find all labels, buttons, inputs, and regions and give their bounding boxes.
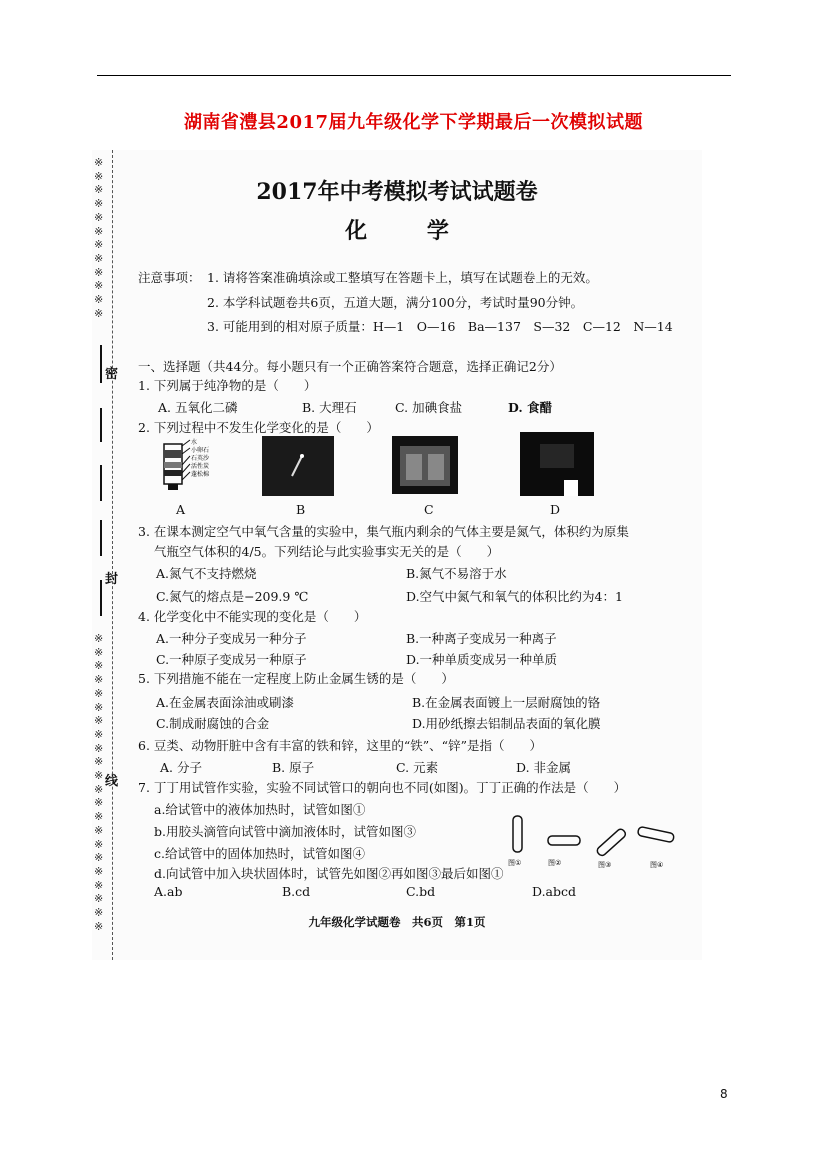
question-stem: 2. 下列过程中不发生化学变化的是（ ） (138, 420, 379, 435)
header-rule (97, 75, 731, 76)
figure-label: 水 (191, 439, 198, 446)
exam-footer: 九年级化学试题卷 共6页 第1页 (308, 915, 486, 929)
option: C.bd (406, 884, 436, 899)
option: C.氮气的熔点是−209.9 ℃ (156, 589, 309, 604)
question-stem: 5. 下列措施不能在一定程度上防止金属生锈的是（ ） (138, 671, 454, 686)
binding-bar (100, 580, 102, 616)
photo-figure-d (520, 432, 594, 496)
question-stem: 3. 在课本测定空气中氧气含量的实验中，集气瓶内剩余的气体主要是氮气，体积约为原集 (138, 524, 629, 539)
exam-title: 2017年中考模拟考试试题卷 (256, 179, 538, 205)
option: C.一种原子变成另一种原子 (156, 652, 307, 667)
figure-label: 图② (548, 859, 562, 867)
binding-bar (100, 520, 102, 556)
figure-label: 蓬松棉 (191, 471, 210, 478)
figure-label: 图④ (650, 861, 664, 869)
option: D. 非金属 (516, 760, 572, 775)
seal-mi: 密 (105, 367, 119, 382)
option: D.abcd (532, 884, 577, 899)
option: A.ab (154, 884, 183, 899)
exam-subject: 化 学 (345, 218, 475, 244)
notice-item: 3. 可能用到的相对原子质量：H—1 O—16 Ba—137 S—32 C—12 N—14 (207, 319, 673, 334)
binding-dashed-line (112, 150, 113, 960)
binding-bar (100, 345, 102, 383)
seal-xian: 线 (105, 774, 119, 789)
statement-item: d.向试管中加入块状固体时，试管先如图②再如图③最后如图① (154, 866, 504, 881)
statement-item: a.给试管中的液体加热时，试管如图① (154, 802, 366, 817)
option: A.一种分子变成另一种分子 (156, 631, 307, 646)
statement-item: c.给试管中的固体加热时，试管如图④ (154, 846, 365, 861)
binding-bar (100, 408, 102, 442)
option: B. 原子 (272, 760, 315, 775)
question-stem-continued: 气瓶空气体积的4/5。下列结论与此实验事实无关的是（ ） (154, 544, 500, 559)
photo-figure-c (392, 436, 458, 494)
notice-item: 1. 请将答案准确填涂或工整填写在答题卡上，填写在试题卷上的无效。 (207, 270, 598, 285)
section-title: 一、选择题（共44分。每小题只有一个正确答案符合题意，选择正确记2分） (138, 359, 562, 374)
option: B.cd (282, 884, 311, 899)
option: C. 元素 (396, 760, 439, 775)
binding-marks-upper: ※ ※ ※ ※ ※ ※ ※ ※ ※ ※ ※ ※ (94, 156, 104, 320)
option: A.在金属表面涂油或刷漆 (156, 695, 295, 710)
option: A.氮气不支持燃烧 (156, 566, 257, 581)
option: D.用砂纸擦去铝制品表面的氧化膜 (412, 716, 601, 731)
option: B. 大理石 (302, 400, 357, 415)
figure-caption: D (550, 502, 561, 517)
water-filter-figure (160, 436, 224, 494)
figure-label: 石英沙 (191, 455, 210, 462)
figure-caption: B (296, 502, 306, 517)
test-tube-figure (508, 810, 682, 874)
figure-label: 小卵石 (191, 447, 210, 454)
option: D. 食醋 (508, 400, 553, 415)
photo-figure-b (262, 436, 334, 496)
option: C. 加碘食盐 (395, 400, 463, 415)
question-stem: 4. 化学变化中不能实现的变化是（ ） (138, 609, 367, 624)
question-stem: 7. 丁丁用试管作实验，实验不同试管口的朝向也不同(如图)。丁丁正确的作法是（ ） (138, 780, 627, 795)
scanned-exam-page (92, 150, 702, 960)
page-number: 8 (720, 1087, 728, 1101)
figure-label: 图① (508, 859, 522, 867)
option: B.一种离子变成另一种离子 (406, 631, 557, 646)
option: B.氮气不易溶于水 (406, 566, 507, 581)
question-stem: 6. 豆类、动物肝脏中含有丰富的铁和锌，这里的“铁”、“锌”是指（ ） (138, 738, 542, 753)
option: C.制成耐腐蚀的合金 (156, 716, 270, 731)
option: A. 分子 (160, 760, 202, 775)
statement-item: b.用胶头滴管向试管中滴加液体时，试管如图③ (154, 824, 416, 839)
document-title: 湖南省澧县2017届九年级化学下学期最后一次模拟试题 (183, 112, 644, 133)
figure-caption: A (176, 502, 186, 517)
option: D.一种单质变成另一种单质 (406, 652, 558, 667)
binding-bar (100, 465, 102, 501)
figure-label: 图③ (598, 861, 612, 869)
option: D.空气中氮气和氧气的体积比约为4：1 (406, 589, 623, 604)
binding-marks-lower: ※ ※ ※ ※ ※ ※ ※ ※ ※ ※ ※ ※ ※ ※ ※ ※ ※ ※ ※ ※ ※ ※ (94, 632, 104, 933)
option: B.在金属表面镀上一层耐腐蚀的铬 (412, 695, 601, 710)
figure-caption: C (424, 502, 434, 517)
notice-item: 2. 本学科试题卷共6页，五道大题，满分100分，考试时量90分钟。 (207, 295, 584, 310)
option: A. 五氧化二磷 (158, 400, 238, 415)
question-stem: 1. 下列属于纯净物的是（ ） (138, 378, 317, 393)
figure-label: 活性炭 (191, 463, 210, 470)
binding-margin (92, 150, 119, 960)
notice-label: 注意事项： (138, 270, 201, 285)
seal-feng: 封 (105, 572, 119, 587)
